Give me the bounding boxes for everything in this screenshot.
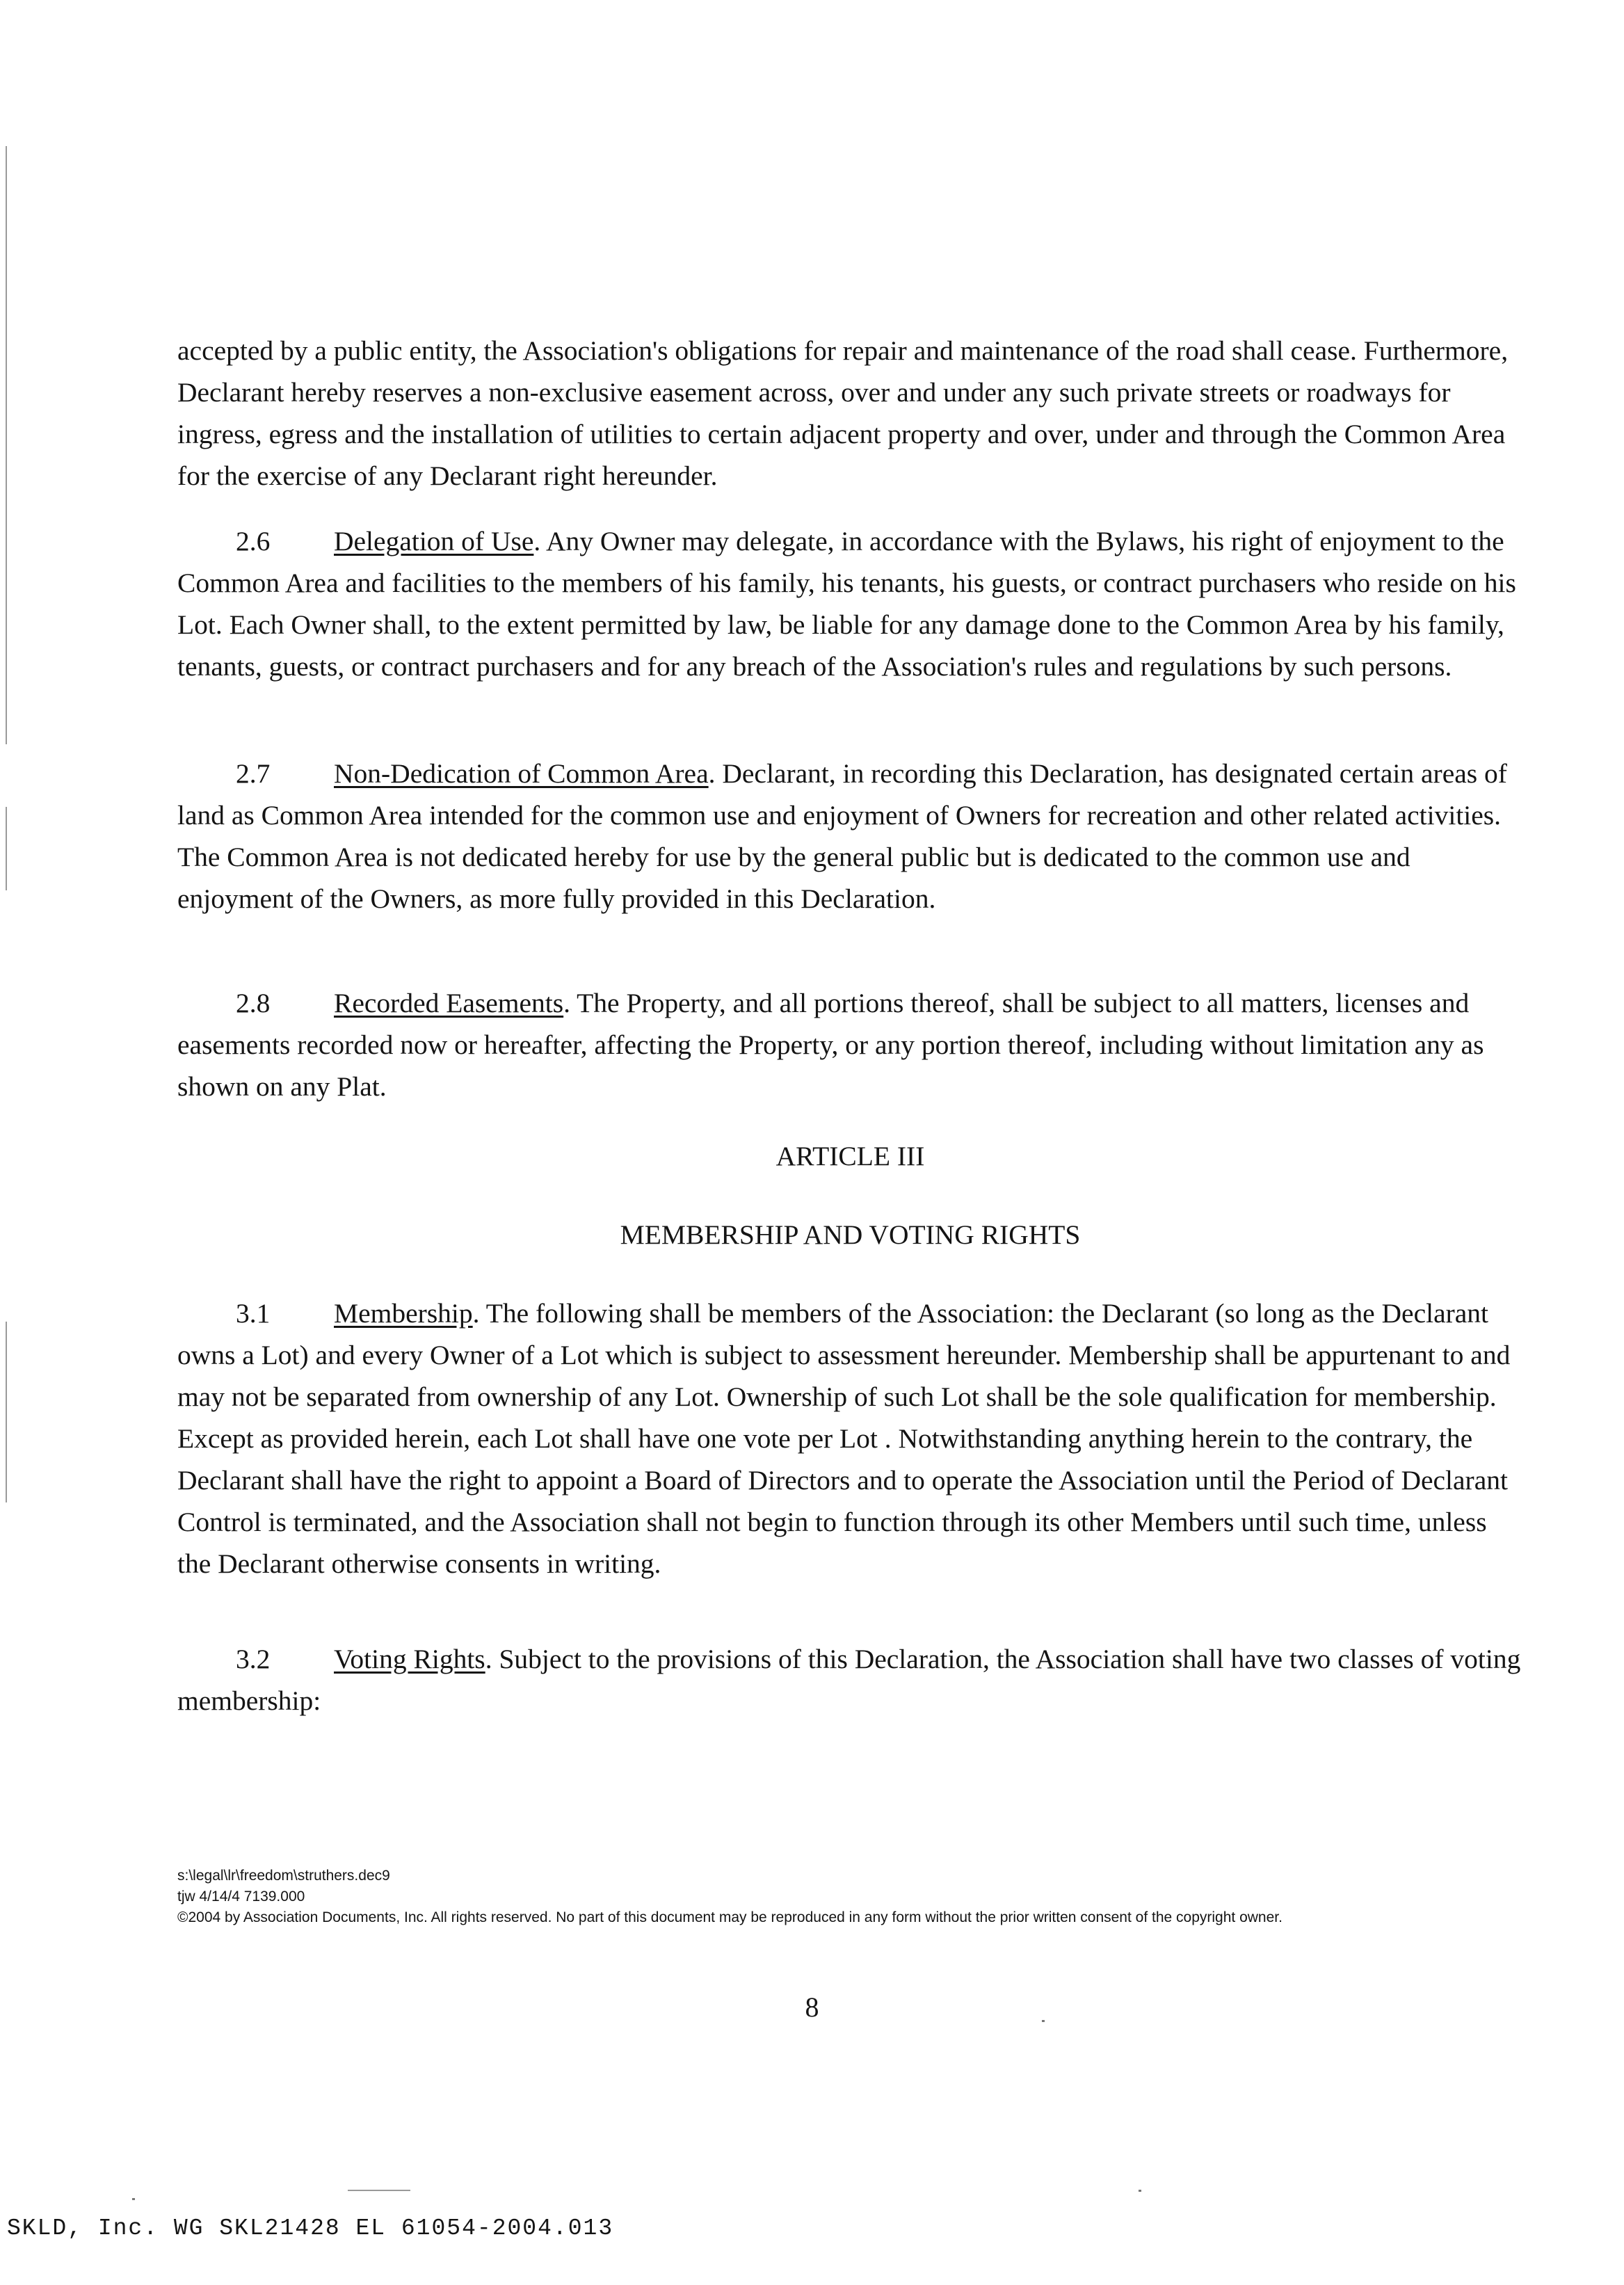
section-number: 3.2 (236, 1644, 271, 1674)
footer-file-path: s:\legal\lr\freedom\struthers.dec9 (177, 1868, 390, 1884)
intro-paragraph: accepted by a public entity, the Association's obligations for repair and maintenance of the road shall cease. Furthermore, Declarant hereby reserves a non-exclusive easement across, over and under any such private streets or roadways for ingress, egress and the installation of utilities to certain adjacent property and over, under and through the Common Area for the exercise of any Declarant right hereunder. (177, 335, 1509, 491)
section-2-8 (177, 982, 1523, 1107)
scan-speck (348, 2190, 410, 2191)
page-number: 8 (805, 1991, 819, 2023)
section-body: . Any Owner may delegate, in accordance with the Bylaws, his right of enjoyment to the Common Area and facilities to the members of his family, his tenants, his guests, or contract purchasers who reside on his Lot. Each Owner shall, to the extent permitted by law, be liable for any damage done to the Common Area by his family, tenants, guests, or contract purchasers and for any breach of the Association's rules and regulations by such persons. (177, 526, 1516, 682)
article-title: MEMBERSHIP AND VOTING RIGHTS (620, 1219, 1081, 1250)
section-number: 2.6 (236, 526, 271, 556)
scan-speck (132, 2198, 135, 2200)
section-body: . Subject to the provisions of this Declaration, the Association shall have two classes of voting membership: (177, 1644, 1521, 1716)
section-heading: Delegation of Use (334, 526, 534, 556)
section-number: 2.7 (236, 758, 271, 789)
section-heading: Voting Rights (334, 1644, 485, 1674)
scan-margin-mark (6, 1322, 7, 1502)
footer-reference: tjw 4/14/4 7139.000 (177, 1889, 305, 1905)
section-number: 2.8 (236, 988, 271, 1018)
scan-speck (1042, 2020, 1045, 2022)
section-body: . Declarant, in recording this Declaration, has designated certain areas of land as Common Area intended for the common use and enjoyment of Owners for recreation and other related activities. The Common Area is not dedicated hereby for use by the general public but is dedicated to the common use and enjoyment of the Owners, as more fully provided in this Declaration. (177, 758, 1507, 914)
section-heading: Membership (334, 1298, 473, 1329)
section-2-7 (177, 753, 1523, 920)
scan-margin-mark (6, 807, 7, 890)
footer-copyright: ©2004 by Association Documents, Inc. All rights reserved. No part of this document may be reproduced in any form without the prior written consent of the copyright owner. (177, 1909, 1283, 1925)
section-body: . The following shall be members of the Association: the Declarant (so long as the Declarant owns a Lot) and every Owner of a Lot which is subject to assessment hereunder. Membership shall be appurtenant to and may not be separated from ownership of any Lot. Ownership of such Lot shall be the sole qualification for membership. Except as provided herein, each Lot shall have one vote per Lot . Notwithstanding anything herein to the contrary, the Declarant shall have the right to appoint a Board of Directors and to operate the Association until the Period of Declarant Control is terminated, and the Association shall not begin to function through its other Members until such time, unless the Declarant otherwise consents in writing. (177, 1298, 1511, 1579)
scan-speck (1139, 2190, 1141, 2192)
section-heading: Recorded Easements (334, 988, 564, 1018)
recording-stamp: SKLD, Inc. WG SKL21428 EL 61054-2004.013 (7, 2215, 614, 2241)
article-number: ARTICLE III (775, 1141, 925, 1171)
section-3-1 (177, 1292, 1523, 1585)
section-3-2 (177, 1638, 1523, 1722)
section-number: 3.1 (236, 1298, 271, 1329)
section-heading: Non-Dedication of Common Area (334, 758, 709, 789)
scan-margin-mark (6, 146, 7, 744)
section-body: . The Property, and all portions thereof, shall be subject to all matters, licenses and easements recorded now or hereafter, affecting the Property, or any portion thereof, including without limitation any as shown on any Plat. (177, 988, 1484, 1102)
section-2-6 (177, 520, 1523, 687)
